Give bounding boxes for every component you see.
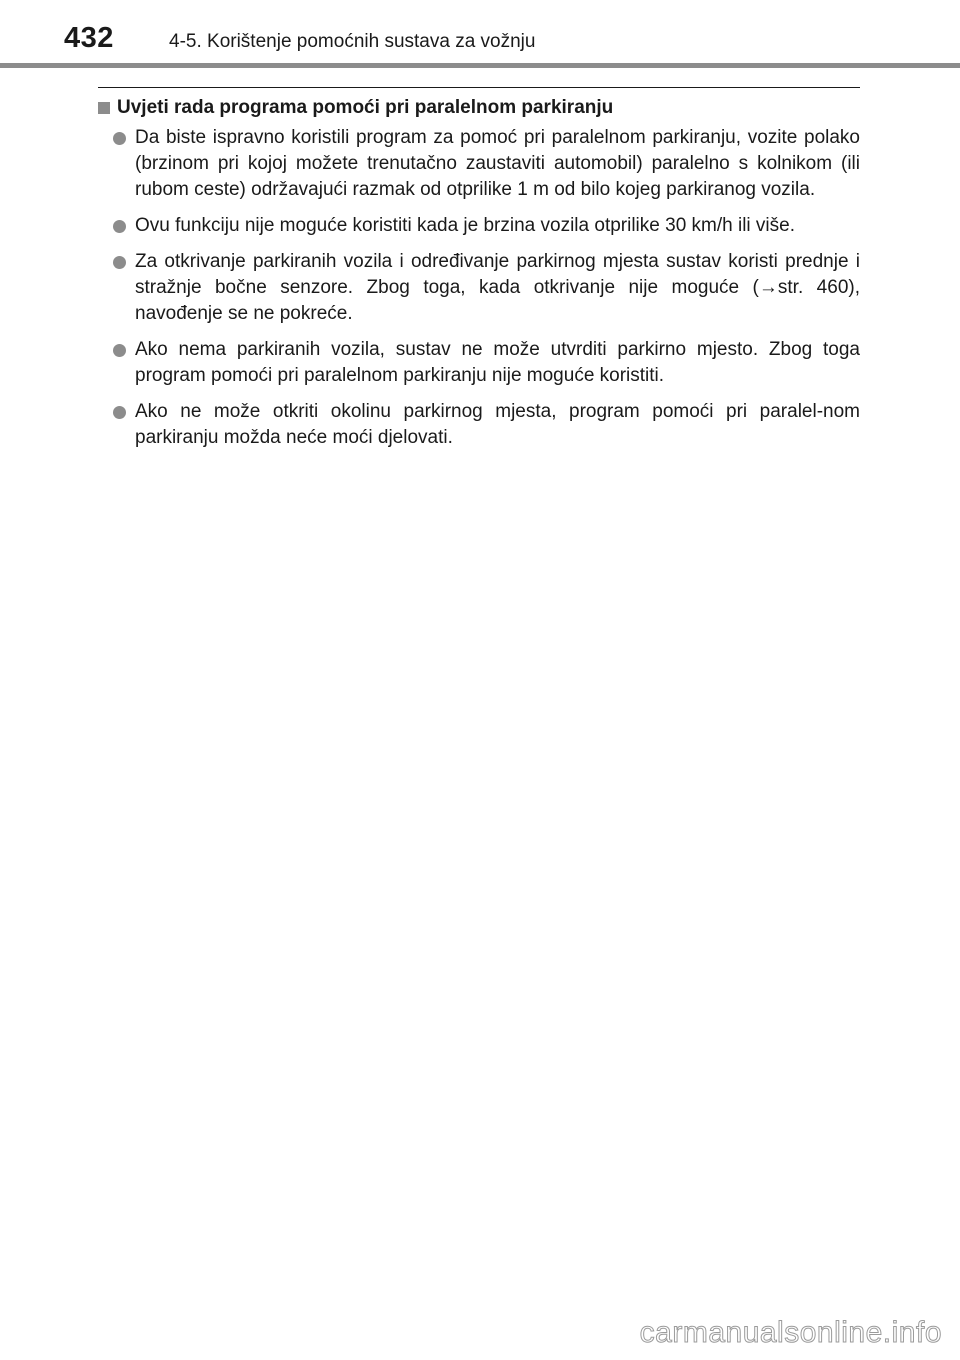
chapter-title: 4-5. Korištenje pomoćnih sustava za vožnju [169,31,536,52]
list-item-text: Za otkrivanje parkiranih vozila i određivanje parkirnog mjesta sustav koristi prednje i stražnje bočne senzore. Zbog toga, kada otkrivanje nije moguće (→str. 460), navođenje se ne pokreće. [135,251,860,324]
square-icon [98,102,110,114]
list-item [98,213,860,239]
circle-bullet-icon [113,406,126,419]
circle-bullet-icon [113,344,126,357]
circle-bullet-icon [113,132,126,145]
section-divider [98,87,860,88]
list-item-text: Ako nema parkiranih vozila, sustav ne može utvrditi parkirno mjesto. Zbog toga program pomoći pri paralelnom parkiranju nije moguće koristiti. [135,339,860,386]
circle-bullet-icon [113,220,126,233]
page-number: 432 [64,22,114,54]
list-item-text: Ako ne može otkriti okolinu parkirnog mjesta, program pomoći pri paralel-nom parkiranju možda neće moći djelovati. [135,401,860,448]
list-item-text: Da biste ispravno koristili program za pomoć pri paralelnom parkiranju, vozite polako (brzinom pri kojoj možete trenutačno zaustaviti automobil) paralelno s kolnikom (ili rubom ceste) održavajući razmak od otprilike 1 m od bilo kojeg parkiranog vozila. [135,127,860,200]
section-heading [98,95,860,121]
list-item [98,125,860,203]
section-heading-text: Uvjeti rada programa pomoći pri paralelnom parkiranju [117,97,614,118]
list-item [98,249,860,327]
page-header [0,0,960,70]
watermark: carmanualsonline.info [639,1316,942,1349]
circle-bullet-icon [113,256,126,269]
header-divider [0,63,960,68]
list-item [98,337,860,389]
page-content [98,95,860,461]
list-item [98,399,860,451]
list-item-text: Ovu funkciju nije moguće koristiti kada je brzina vozila otprilike 30 km/h ili više. [135,215,795,236]
